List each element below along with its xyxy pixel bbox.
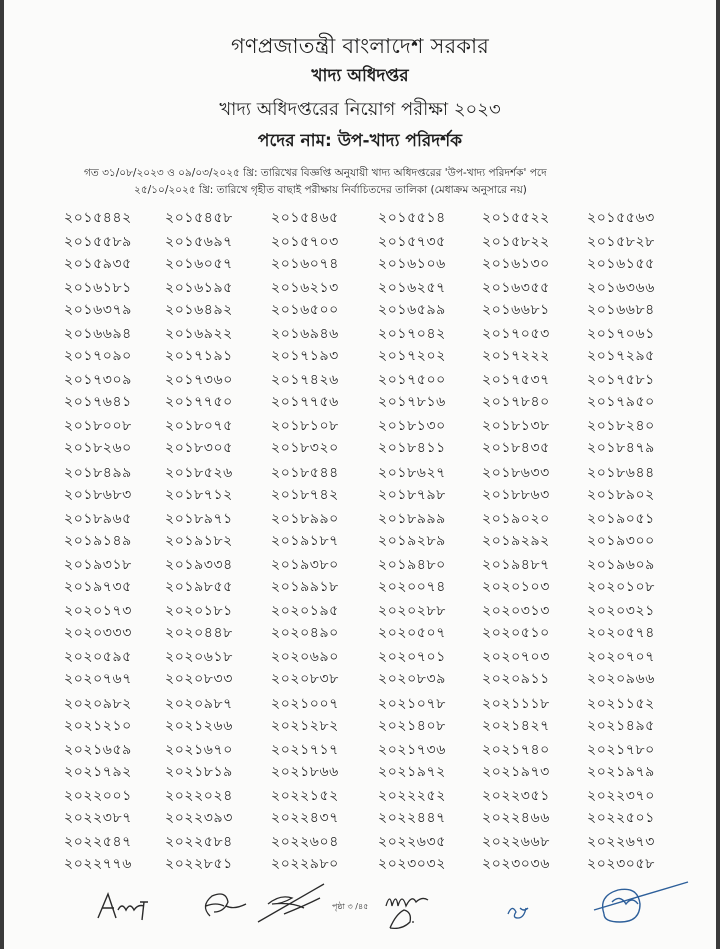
roll-number: ২০১৬৩৭৯ (64, 301, 132, 318)
table-row (40, 438, 710, 461)
roll-number: ২০১৫৭০৩ (271, 233, 339, 250)
table-row (40, 299, 710, 322)
roll-number: ২০২০৩২১ (587, 603, 655, 620)
roll-number: ২০২০১০৮ (587, 579, 655, 596)
roll-number: ২০১৮৯৭১ (165, 510, 233, 527)
roll-number: ২০১৫৭৩৫ (378, 233, 446, 250)
roll-number: ২০১৬৫০০ (271, 301, 339, 318)
roll-number: ২০২০২৮৮ (378, 603, 446, 620)
roll-number: ২০২০৬১৮ (165, 649, 233, 666)
roll-number: ২০২১৭৩৬ (378, 741, 446, 758)
table-row (40, 276, 710, 299)
roll-number: ২০২১৯৭৯ (587, 763, 655, 780)
roll-number: ২০১৬৬৯৪ (64, 326, 132, 343)
roll-number: ২০১৯০৫১ (587, 510, 655, 527)
roll-number: ২০২০৭৬৭ (64, 671, 132, 688)
roll-number: ২০১৮৪৯৯ (64, 464, 132, 481)
table-row (40, 715, 710, 738)
roll-number: ২০১৬১০৬ (378, 255, 446, 272)
roll-number: ২০১৬৬৮১ (482, 301, 550, 318)
roll-number: ২০১৮০৭৫ (165, 418, 233, 435)
roll-number: ২০১৫৫৮৯ (64, 233, 132, 250)
roll-number: ২০২২৩৭০ (587, 787, 655, 804)
roll-number: ২০২২৩৫১ (482, 787, 550, 804)
signature-5 (504, 898, 534, 922)
roll-number: ২০২২২৫২ (378, 787, 446, 804)
roll-number: ২০২২১৫২ (271, 787, 339, 804)
roll-number: ২০১৬২১৩ (271, 279, 339, 296)
roll-number: ২০২১৭৯২ (64, 763, 132, 780)
roll-number: ২০২৩০৫৮ (587, 856, 655, 873)
roll-number: ২০১৮২৬০ (64, 440, 132, 457)
roll-number: ২০১৭৭৫০ (165, 394, 233, 411)
roll-number: ২০২০৭০১ (378, 649, 446, 666)
roll-number: ২০২০০৭৪ (378, 579, 446, 596)
roll-number: ২০২২৫৮৪ (165, 834, 233, 851)
roll-number: ২০২০৩১৩ (482, 603, 550, 620)
roll-number: ২০১৯০২০ (482, 510, 550, 527)
department-title: খাদ্য অধিদপ্তর (311, 66, 409, 86)
roll-number: ২০২১৯৭২ (378, 763, 446, 780)
roll-number: ২০১৭৭৫৬ (271, 394, 339, 411)
roll-number: ২০২১২৮২ (271, 717, 339, 734)
roll-number: ২০১৮১৩০ (378, 418, 446, 435)
roll-number: ২০১৯৩১৮ (64, 556, 132, 573)
table-row (40, 784, 710, 807)
roll-number: ২০১৭১৯১ (165, 348, 233, 365)
roll-number: ২০১৫৮২২ (482, 233, 550, 250)
roll-number: ২০২১০৭৮ (378, 695, 446, 712)
roll-number: ২০১৮৪১১ (378, 440, 446, 457)
roll-number: ২০১৬৯৪৬ (271, 326, 339, 343)
roll-number: ২০২২৮৫১ (165, 856, 233, 873)
table-row (40, 369, 710, 392)
roll-number: ২০২২৪৪৭ (378, 809, 446, 826)
table-row (40, 646, 710, 669)
table-row (40, 530, 710, 553)
table-row (40, 669, 710, 692)
roll-number: ২০২১৪৯৫ (587, 717, 655, 734)
roll-number: ২০১৭৫০০ (378, 372, 446, 389)
roll-number: ২০১৫৮২৮ (587, 233, 655, 250)
roll-number: ২০১৭৬৪১ (64, 394, 132, 411)
roll-number: ২০১৬৩৬৬ (587, 279, 655, 296)
roll-number: ২০১৮৬৮৩ (64, 486, 132, 503)
roll-number: ২০২২৫০১ (587, 809, 655, 826)
roll-number: ২০২০৮৩৩ (165, 671, 233, 688)
roll-number: ২০১৮৫৪৪ (271, 464, 339, 481)
page-number: পৃষ্ঠা ৩ /৪৫ (332, 902, 369, 911)
roll-number: ২০১৬৩৫৫ (482, 279, 550, 296)
roll-number: ২০১৮৫২৬ (165, 464, 233, 481)
roll-number: ২০১৯৩০০ (587, 532, 655, 549)
notice-line-1: গত ৩১/০৮/২০২৩ ও ০৯/০৩/২০২৫ খ্রি: তারিখের বিজ্ঞপ্তি অনুযায়ী খাদ্য অধিদপ্তরের 'উপ-খাদ্য পরিদর্শক' পদে (84, 167, 547, 179)
roll-number: ২০২০৫১০ (482, 625, 550, 642)
roll-number: ২০২০৬৯০ (271, 649, 339, 666)
roll-number: ২০১৯৪৮৭ (482, 556, 550, 573)
roll-number: ২০১৬১৮১ (64, 279, 132, 296)
roll-number: ২০২২৬০৪ (271, 834, 339, 851)
exam-title: খাদ্য অধিদপ্তরের নিয়োগ পরীক্ষা ২০২৩ (219, 99, 501, 120)
notice-line-2: ২৫/১০/২০২৫ খ্রি: তারিখে গৃহীত বাছাই পরীক্ষায় নির্বাচিতদের তালিকা (মেধাক্রম অনুসারে নয়) (134, 184, 527, 196)
roll-number: ২০২১৯৭৩ (482, 763, 550, 780)
table-row (40, 415, 710, 438)
table-row (40, 253, 710, 276)
table-row (40, 207, 710, 230)
roll-number: ২০২১৪০৮ (378, 717, 446, 734)
roll-number: ২০১৭৫৩৭ (482, 372, 550, 389)
roll-number: ২০২১৬৭০ (165, 741, 233, 758)
roll-number: ২০১৭৩০৯ (64, 372, 132, 389)
roll-number: ২০১৯৭৩৫ (64, 579, 132, 596)
roll-number: ২০২৩০৩২ (378, 856, 446, 873)
roll-number: ২০২২০০১ (64, 787, 132, 804)
roll-number: ২০১৮৬৩৩ (482, 464, 550, 481)
roll-number: ২০১৯৬০৯ (587, 556, 655, 573)
roll-number: ২০১৮৯৬৫ (64, 510, 132, 527)
roll-number: ২০১৯৩৩৪ (165, 556, 233, 573)
roll-number: ২০১৮১০৮ (271, 418, 339, 435)
roll-number: ২০২১১১৮ (482, 695, 550, 712)
roll-number: ২০১৭৮১৬ (378, 394, 446, 411)
roll-number: ২০২১০০৭ (271, 695, 339, 712)
signature-1 (92, 888, 162, 928)
roll-number: ২০২২৪৩৭ (271, 809, 339, 826)
roll-number: ২০১৮৯৯৯ (378, 510, 446, 527)
roll-number: ২০২১৭১৭ (271, 741, 339, 758)
roll-number: ২০২২৫৪৭ (64, 834, 132, 851)
roll-number: ২০২০৫০৭ (378, 625, 446, 642)
roll-number: ২০১৯২৮৯ (378, 532, 446, 549)
roll-number: ২০১৬৫৯৯ (378, 301, 446, 318)
post-name: পদের নাম: উপ-খাদ্য পরিদর্শক (257, 131, 463, 151)
roll-number: ২০১৫৪৪২ (64, 209, 132, 226)
roll-number: ২০১৬১৯৫ (165, 279, 233, 296)
roll-number: ২০২০৯৬৬ (587, 671, 655, 688)
roll-number: ২০১৮৭৪২ (271, 486, 339, 503)
roll-number: ২০১৯১৮২ (165, 532, 233, 549)
government-title: গণপ্রজাতন্ত্রী বাংলাদেশ সরকার (230, 34, 490, 58)
signature-6 (584, 880, 694, 936)
roll-number: ২০২০৫৭৪ (587, 625, 655, 642)
roll-number: ২০২১৭৪০ (482, 741, 550, 758)
roll-number: ২০১৫৯৩৫ (64, 255, 132, 272)
roll-number: ২০২২৪৬৬ (482, 809, 550, 826)
roll-number: ২০১৭৩৬০ (165, 372, 233, 389)
roll-number: ২০১৭৪২৬ (271, 372, 339, 389)
roll-number: ২০২০৭০৩ (482, 649, 550, 666)
roll-number: ২০১৬০৫৭ (165, 255, 233, 272)
table-row (40, 230, 710, 253)
roll-number: ২০২০৮৩৮ (271, 671, 339, 688)
roll-number: ২০১৭০৯০ (64, 348, 132, 365)
roll-number: ২০১৮৬৪৪ (587, 464, 655, 481)
roll-number: ২০১৬৬৮৪ (587, 301, 655, 318)
roll-number: ২০২০৫৯৫ (64, 649, 132, 666)
roll-number: ২০২০৭০৭ (587, 649, 655, 666)
table-row (40, 600, 710, 623)
roll-number: ২০১৬৯২২ (165, 326, 233, 343)
roll-number: ২০১৬০৭৪ (271, 255, 339, 272)
roll-number: ২০১৬১৩০ (482, 255, 550, 272)
roll-number: ২০১৮৭১২ (165, 486, 233, 503)
roll-number: ২০১৯১৮৭ (271, 532, 339, 549)
roll-number: ২০২২৬৩৫ (378, 834, 446, 851)
roll-number: ২০১৭৫৮১ (587, 372, 655, 389)
roll-number: ২০১৫৫২২ (482, 209, 550, 226)
roll-number: ২০২২৭৭৬ (64, 856, 132, 873)
roll-number: ২০২২০২৪ (165, 787, 233, 804)
roll-number: ২০১৭২০২ (378, 348, 446, 365)
table-row (40, 807, 710, 830)
signature-footer (4, 880, 716, 940)
roll-number: ২০২২৬৬৮ (482, 834, 550, 851)
roll-number: ২০১৮৪৭৯ (587, 440, 655, 457)
roll-number: ২০২০৯৮৭ (165, 695, 233, 712)
roll-number: ২০১৯৪৮০ (378, 556, 446, 573)
table-row (40, 761, 710, 784)
roll-number: ২০১৭৮৪০ (482, 394, 550, 411)
roll-number: ২০২২৩৯৩ (165, 809, 233, 826)
table-row (40, 553, 710, 576)
roll-number: ২০১৫৫৬৩ (587, 209, 655, 226)
table-row (40, 831, 710, 854)
roll-number: ২০১৮৩০৫ (165, 440, 233, 457)
roll-number: ২০১৮১৩৮ (482, 418, 550, 435)
signature-3 (254, 880, 344, 928)
roll-number: ২০২১৮১৯ (165, 763, 233, 780)
roll-number: ২০১৭২২২ (482, 348, 550, 365)
table-row (40, 623, 710, 646)
signature-2 (196, 888, 256, 928)
roll-number: ২০১৭০৬১ (587, 326, 655, 343)
roll-number: ২০২২৬৭৩ (587, 834, 655, 851)
table-row (40, 322, 710, 345)
roll-number: ২০২১২৬৬ (165, 717, 233, 734)
roll-number: ২০১৭০৪২ (378, 326, 446, 343)
roll-number: ২০১৯৮৫৫ (165, 579, 233, 596)
table-row (40, 738, 710, 761)
roll-number: ২০১৭০৫৩ (482, 326, 550, 343)
roll-number: ২০১৬৪৯২ (165, 301, 233, 318)
roll-number: ২০২১৬৫৯ (64, 741, 132, 758)
roll-number: ২০২২৯৮০ (271, 856, 339, 873)
roll-number: ২০১৯৯১৮ (271, 579, 339, 596)
roll-number: ২০১৫৪৫৮ (165, 209, 233, 226)
roll-number: ২০১৮৭৯৮ (378, 486, 446, 503)
roll-number: ২০১৭১৯৩ (271, 348, 339, 365)
roll-number: ২০১৭৯৫০ (587, 394, 655, 411)
roll-number: ২০২০৪৪৮ (165, 625, 233, 642)
roll-number: ২০১৮০০৮ (64, 418, 132, 435)
roll-number: ২০১৮২৪০ (587, 418, 655, 435)
roll-number: ২০২১৭৮০ (587, 741, 655, 758)
roll-number-table (40, 207, 710, 877)
table-row (40, 854, 710, 877)
roll-number: ২০২০১০৩ (482, 579, 550, 596)
roll-number: ২০২২৩৮৭ (64, 809, 132, 826)
roll-number: ২০২০৩৩৩ (64, 625, 132, 642)
roll-number: ২০২০১৮১ (165, 603, 233, 620)
table-row (40, 692, 710, 715)
roll-number: ২০১৮৯৯০ (271, 510, 339, 527)
roll-number: ২০১৬১৫৫ (587, 255, 655, 272)
table-row (40, 392, 710, 415)
roll-number: ২০১৮৬২৭ (378, 464, 446, 481)
roll-number: ২০১৫৬৯৭ (165, 233, 233, 250)
roll-number: ২০২১২১০ (64, 717, 132, 734)
roll-number: ২০১৫৫১৪ (378, 209, 446, 226)
roll-number: ২০১৮৪৩৫ (482, 440, 550, 457)
signature-4 (382, 884, 452, 934)
roll-number: ২০১৫৪৬৫ (271, 209, 339, 226)
roll-number: ২০২০৯৮২ (64, 695, 132, 712)
roll-number: ২০১৮৮৬৩ (482, 486, 550, 503)
roll-number: ২০২০৪৯০ (271, 625, 339, 642)
roll-number: ২০১৮৩২০ (271, 440, 339, 457)
roll-number: ২০১৯৩৮০ (271, 556, 339, 573)
roll-number: ২০২৩০৩৬ (482, 856, 550, 873)
roll-number: ২০২০৮৩৯ (378, 671, 446, 688)
roll-number: ২০২০১৯৫ (271, 603, 339, 620)
roll-number: ২০১৮৯০২ (587, 486, 655, 503)
roll-number: ২০২১১৫২ (587, 695, 655, 712)
roll-number: ২০১৯২৯২ (482, 532, 550, 549)
roll-number: ২০২১৮৬৬ (271, 763, 339, 780)
roll-number: ২০১৯১৪৯ (64, 532, 132, 549)
roll-number: ২০২০৯১১ (482, 671, 550, 688)
table-row (40, 507, 710, 530)
table-row (40, 346, 710, 369)
table-row (40, 484, 710, 507)
roll-number: ২০২০১৭৩ (64, 603, 132, 620)
document-page (4, 0, 716, 949)
roll-number: ২০২১৪২৭ (482, 717, 550, 734)
roll-number: ২০১৭২৯৫ (587, 348, 655, 365)
roll-number: ২০১৬২৫৭ (378, 279, 446, 296)
table-row (40, 577, 710, 600)
table-row (40, 461, 710, 484)
